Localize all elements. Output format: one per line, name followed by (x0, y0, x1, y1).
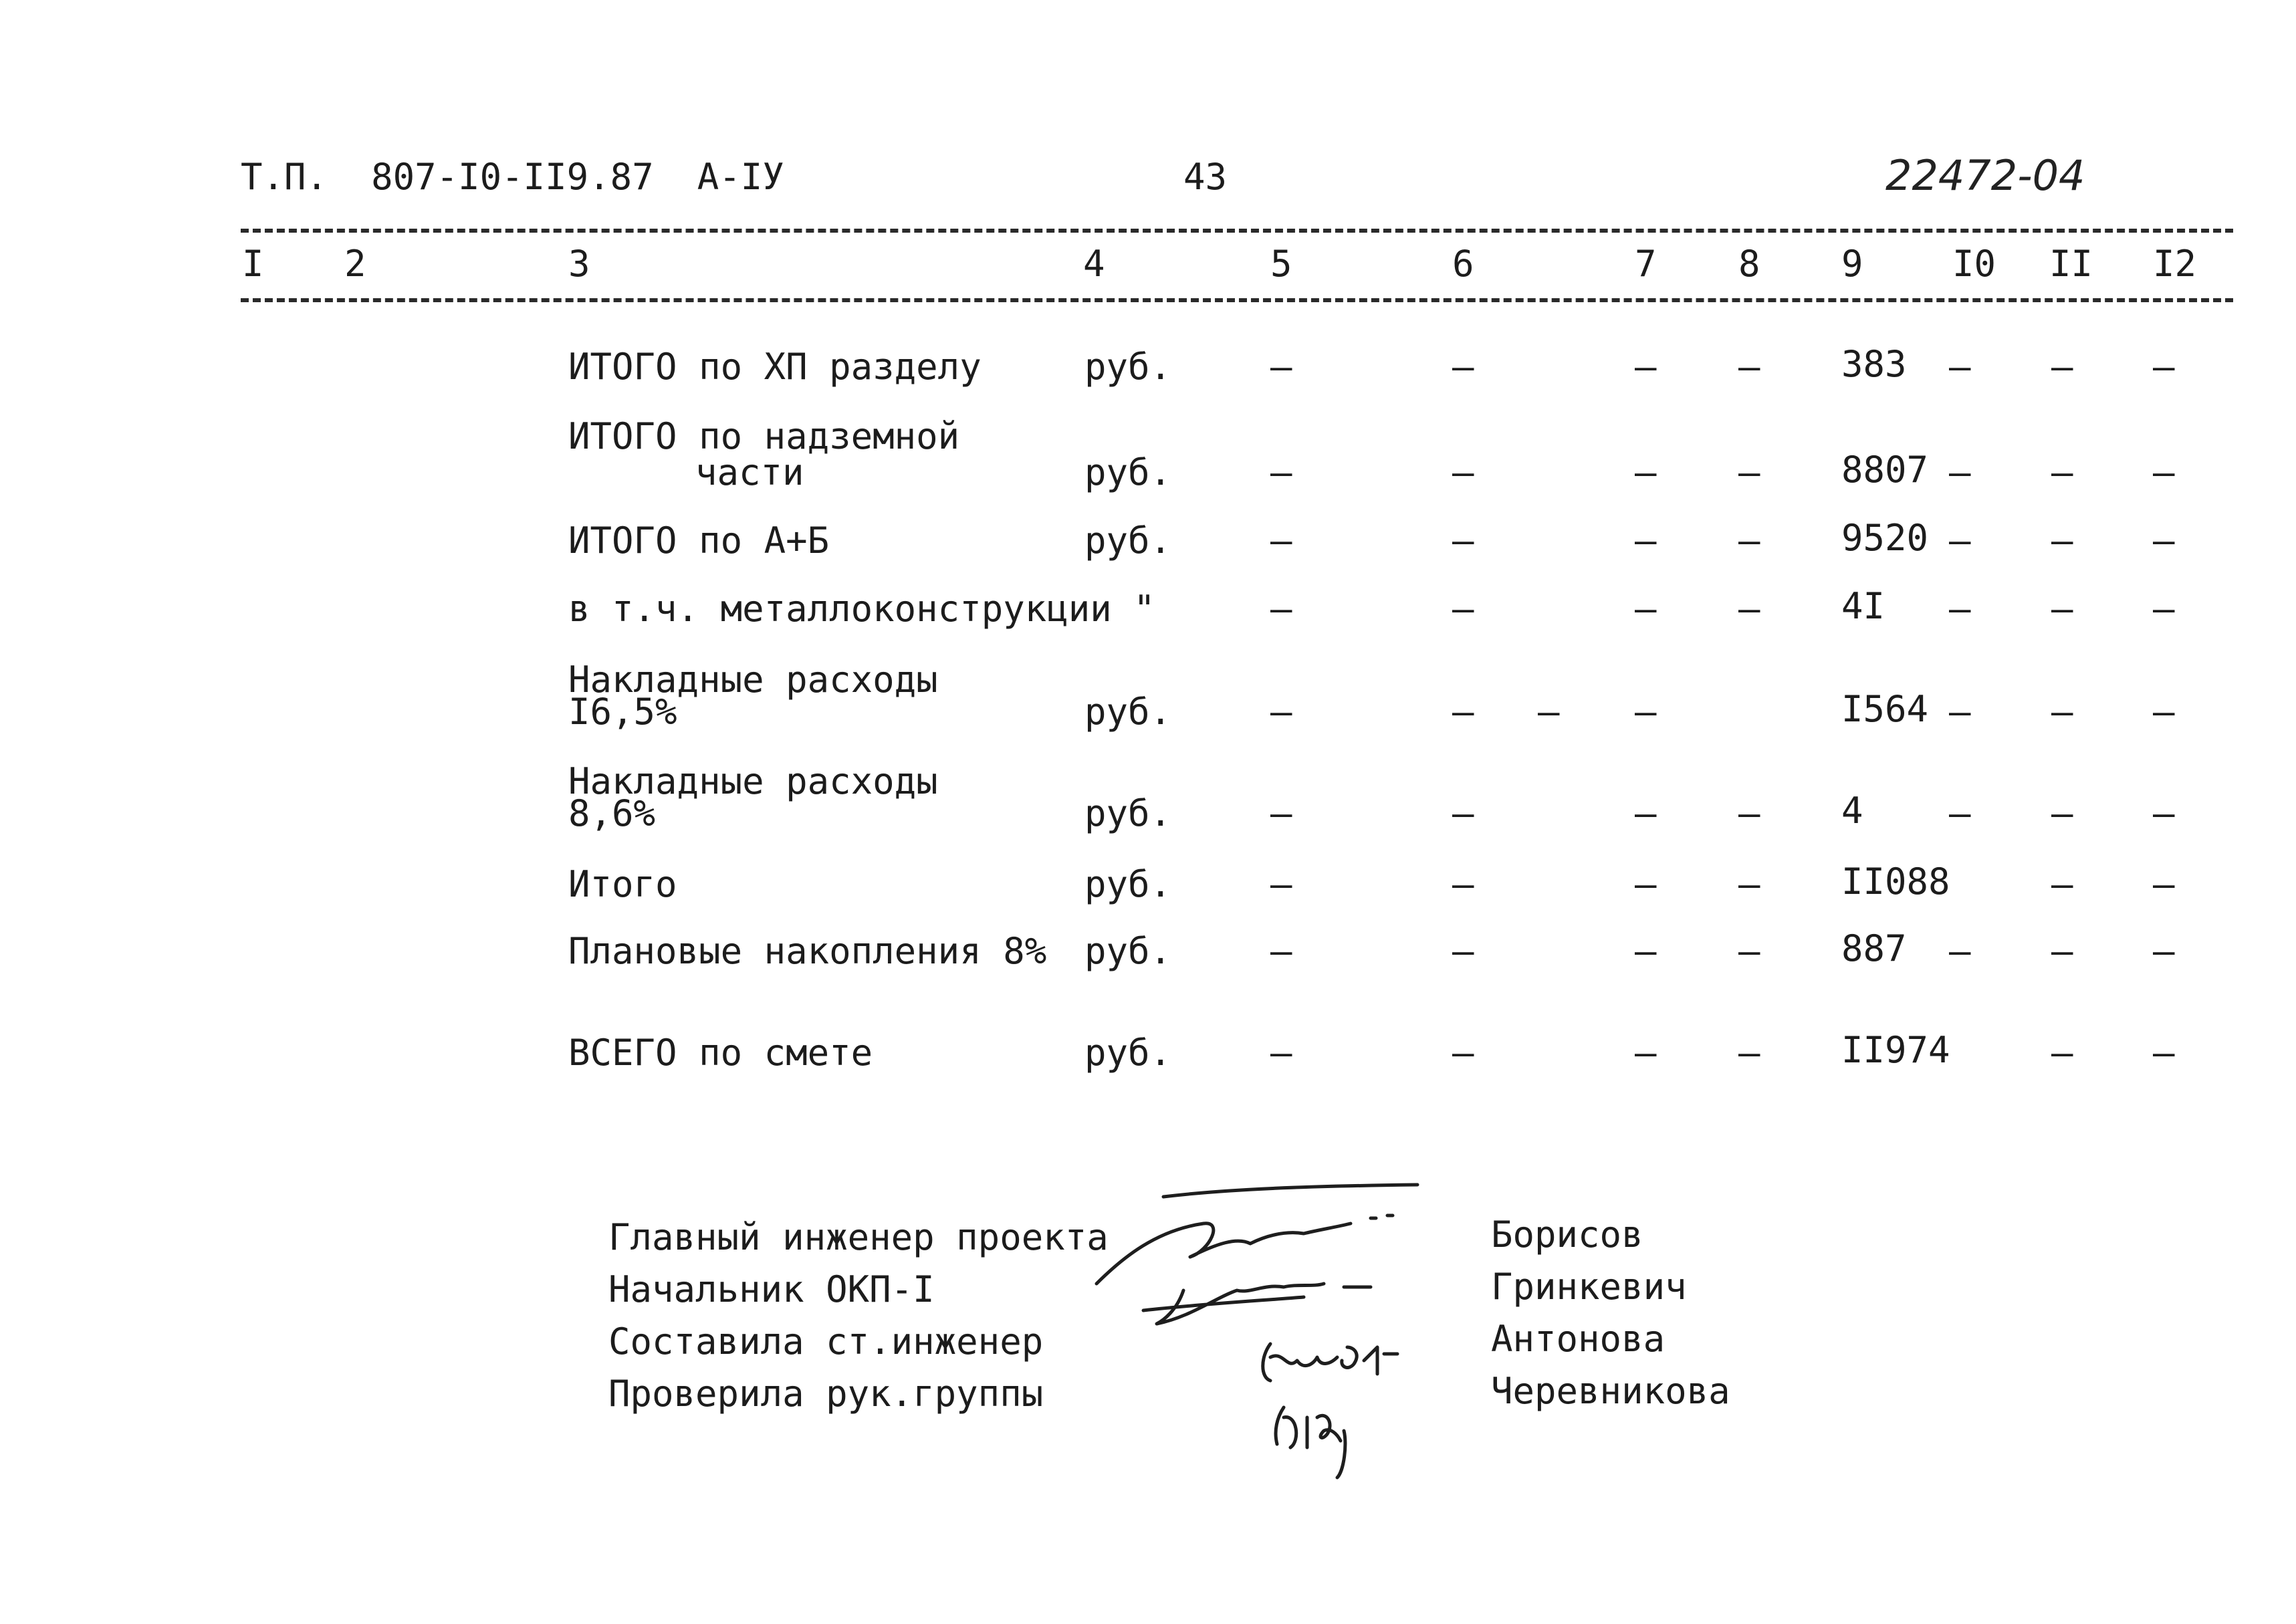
col12-cell: – (2153, 792, 2175, 834)
col7-cell: – (1635, 519, 1657, 562)
column-number: 5 (1270, 243, 1292, 285)
column-number: 6 (1452, 243, 1474, 285)
column-number: I (242, 243, 264, 285)
col11-cell: – (2051, 1032, 2073, 1074)
col6-cell: – (1452, 792, 1474, 834)
signatory-role: Составила ст.инженер (608, 1320, 1044, 1363)
col8-cell: – (1738, 930, 1760, 972)
col12-cell: – (2153, 519, 2175, 562)
col8-cell: – (1738, 346, 1760, 388)
col12-cell: – (2153, 691, 2175, 733)
col11-cell: – (2051, 451, 2073, 493)
row-label: ВСЕГО по смете (568, 1032, 873, 1074)
signatory-name: Борисов (1491, 1213, 1643, 1256)
col6-cell: – (1452, 930, 1474, 972)
column-number: 7 (1635, 243, 1657, 285)
unit-cell: руб. (1084, 792, 1172, 834)
col12-cell: – (2153, 346, 2175, 388)
col5-cell: – (1270, 451, 1292, 493)
row-label: ИТОГО по надземной (568, 415, 960, 457)
col12-cell: – (2153, 1032, 2175, 1074)
document-reference: Т.П. 807-I0-II9.87 А-IУ (241, 156, 784, 198)
col5-cell: – (1270, 588, 1292, 630)
col5-cell: – (1270, 691, 1292, 733)
handwritten-signatures-image (1083, 1177, 1458, 1484)
column-number: II (2049, 243, 2093, 285)
col9-cell: 383 (1841, 343, 1907, 385)
col11-cell: – (2051, 588, 2073, 630)
signatory-role: Проверила рук.группы (608, 1373, 1044, 1415)
row-label-continuation: 8,6% (568, 792, 656, 834)
col8-cell: – (1738, 792, 1760, 834)
unit-cell: руб. (1084, 691, 1172, 733)
col11-cell: – (2051, 691, 2073, 733)
col7-cell: – (1635, 588, 1657, 630)
col12-cell: – (2153, 863, 2175, 905)
col6-cell: – (1452, 588, 1474, 630)
row-label: Накладные расходы (568, 760, 938, 802)
col6-cell: – (1452, 451, 1474, 493)
row-label: Итого (568, 863, 677, 905)
col11-cell: – (2051, 930, 2073, 972)
handwritten-reference: 22472-04 (1885, 151, 2085, 200)
col7-cell: – (1635, 346, 1657, 388)
signatory-role: Главный инженер проекта (608, 1216, 1109, 1258)
unit-cell: руб. (1084, 863, 1172, 905)
page-number: 43 (1183, 156, 1228, 198)
signatory-name: Гринкевич (1491, 1266, 1687, 1308)
col5-cell: – (1270, 346, 1292, 388)
column-number: 3 (568, 243, 590, 285)
col5-cell: – (1270, 519, 1292, 562)
col11-cell: – (2051, 792, 2073, 834)
col9-cell: II088 (1841, 860, 1950, 903)
column-number: I0 (1952, 243, 1996, 285)
row-label: Плановые накопления 8% (568, 930, 1047, 972)
col9-cell: II974 (1841, 1029, 1950, 1071)
column-number: 4 (1083, 243, 1105, 285)
col5-cell: – (1270, 930, 1292, 972)
col6-cell: – (1452, 1032, 1474, 1074)
col5-cell: – (1270, 1032, 1292, 1074)
col8-cell: – (1738, 588, 1760, 630)
column-number: 9 (1841, 243, 1863, 285)
col9-cell: 9520 (1841, 517, 1929, 559)
header-rule-bottom (241, 298, 2233, 302)
col7-cell: – (1635, 1032, 1657, 1074)
col10-cell: – (1949, 792, 1971, 834)
col10-cell: – (1949, 691, 1971, 733)
col6-cell: – (1452, 863, 1474, 905)
signatory-name: Антонова (1491, 1318, 1666, 1360)
col10-cell: – (1949, 519, 1971, 562)
column-number: I2 (2153, 243, 2197, 285)
unit-cell: руб. (1084, 519, 1172, 562)
col8-cell: – (1738, 1032, 1760, 1074)
col6-extra-cell: – (1538, 691, 1560, 733)
signatory-name: Черевникова (1491, 1370, 1730, 1412)
col7-cell: – (1635, 792, 1657, 834)
col5-cell: – (1270, 792, 1292, 834)
row-label: ИТОГО по А+Б (568, 519, 830, 562)
row-label-continuation: I6,5% (568, 691, 677, 733)
col8-cell: – (1738, 519, 1760, 562)
col9-cell: I564 (1841, 688, 1929, 730)
col9-cell: 8807 (1841, 449, 1929, 491)
col5-cell: – (1270, 863, 1292, 905)
col10-cell: – (1949, 588, 1971, 630)
col6-cell: – (1452, 346, 1474, 388)
col6-cell: – (1452, 691, 1474, 733)
col11-cell: – (2051, 519, 2073, 562)
unit-cell: руб. (1084, 346, 1172, 388)
header-rule-top (241, 229, 2233, 233)
col9-cell: 887 (1841, 927, 1907, 969)
col7-cell: – (1635, 863, 1657, 905)
col10-cell: – (1949, 346, 1971, 388)
row-label: ИТОГО по ХП разделу (568, 346, 982, 388)
row-label: в т.ч. металлоконструкции " (568, 588, 1155, 630)
col8-cell: – (1738, 451, 1760, 493)
col9-cell: 4 (1841, 790, 1863, 832)
col7-cell: – (1635, 691, 1657, 733)
signatory-role: Начальник ОКП-I (608, 1268, 935, 1310)
row-label-continuation: части (695, 451, 804, 493)
col7-cell: – (1635, 451, 1657, 493)
unit-cell: руб. (1084, 1032, 1172, 1074)
col10-cell: – (1949, 930, 1971, 972)
col7-cell: – (1635, 930, 1657, 972)
col12-cell: – (2153, 451, 2175, 493)
unit-cell: руб. (1084, 930, 1172, 972)
col8-cell: – (1738, 863, 1760, 905)
col12-cell: – (2153, 588, 2175, 630)
col10-cell: – (1949, 451, 1971, 493)
col12-cell: – (2153, 930, 2175, 972)
col9-cell: 4I (1841, 585, 1885, 627)
col11-cell: – (2051, 346, 2073, 388)
col11-cell: – (2051, 863, 2073, 905)
column-number: 8 (1738, 243, 1760, 285)
column-number: 2 (344, 243, 366, 285)
col6-cell: – (1452, 519, 1474, 562)
row-label: Накладные расходы (568, 659, 938, 701)
unit-cell: руб. (1084, 451, 1172, 493)
